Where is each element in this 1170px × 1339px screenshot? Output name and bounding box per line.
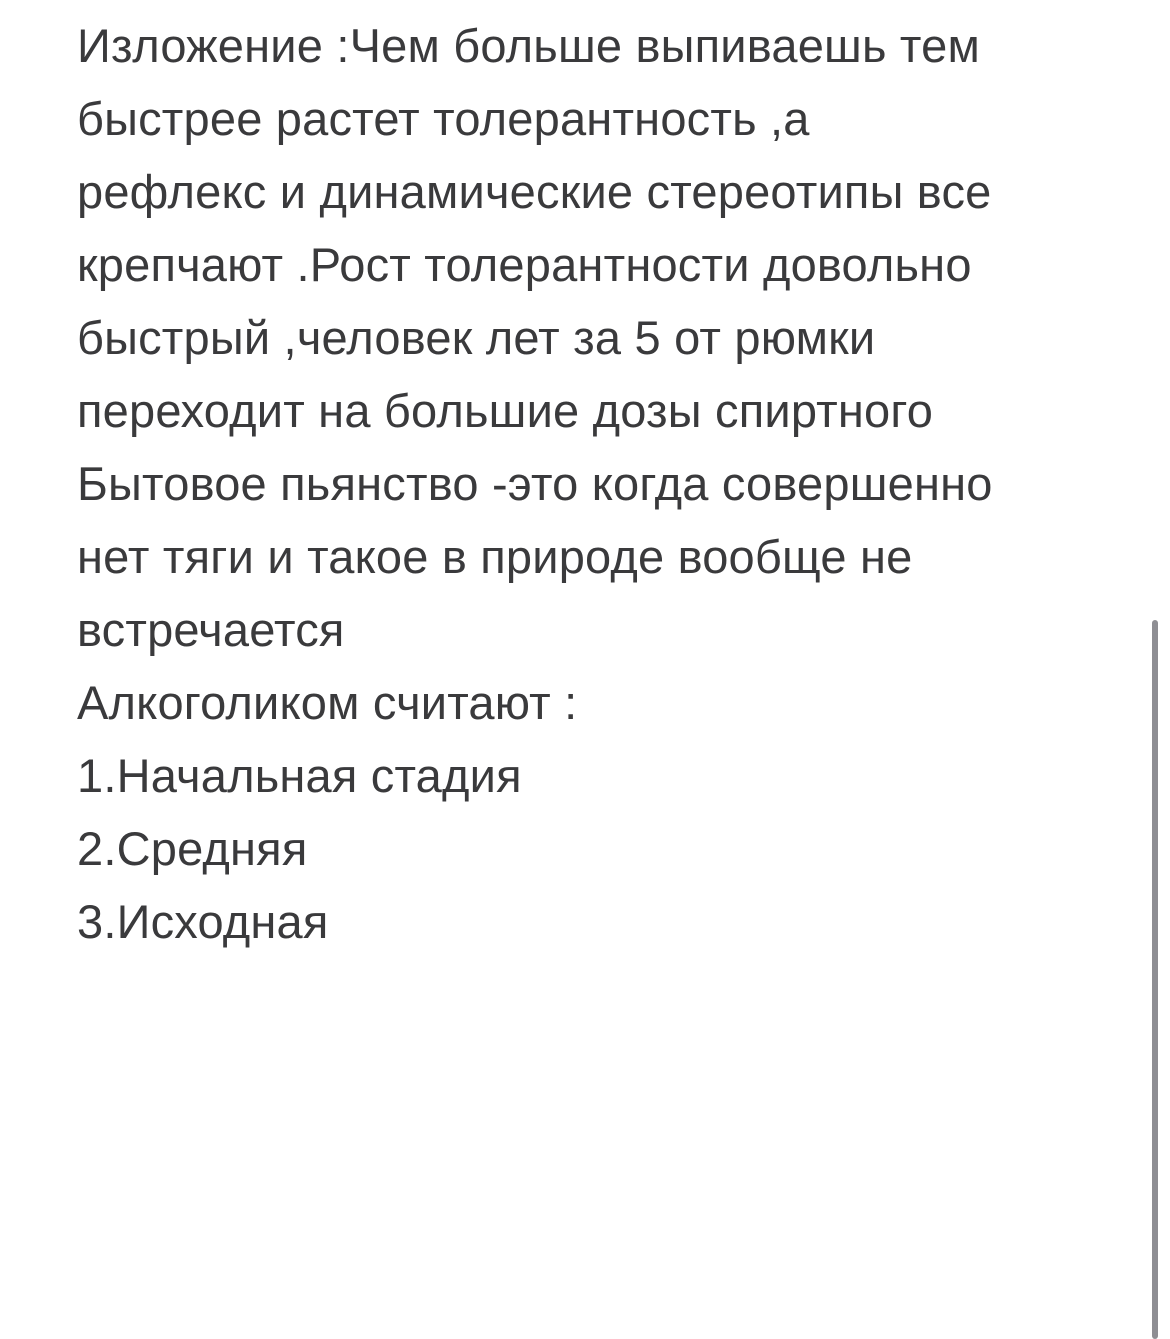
note-line: переходит на большие дозы спиртного	[77, 384, 934, 437]
note-line: рефлекс и динамические стереотипы все	[77, 165, 992, 218]
note-line: быстрее растет толерантность ,а	[77, 92, 810, 145]
note-line: Изложение :Чем больше выпиваешь тем	[77, 19, 980, 72]
note-list-item: 1.Начальная стадия	[77, 749, 522, 802]
note-text-area[interactable]	[77, 0, 1117, 958]
note-line: крепчают .Рост толерантности довольно	[77, 238, 972, 291]
note-partial-line	[77, 0, 1117, 9]
note-line: встречается	[77, 603, 345, 656]
note-line: Бытовое пьянство -это когда совершенно	[77, 457, 993, 510]
note-list-item: 2.Средняя	[77, 822, 308, 875]
note-line: Алкоголиком считают :	[77, 676, 578, 729]
note-line: нет тяги и такое в природе вообще не	[77, 530, 913, 583]
note-list-item: 3.Исходная	[77, 895, 329, 948]
vertical-scrollbar[interactable]	[1152, 620, 1158, 1339]
note-line: быстрый ,человек лет за 5 от рюмки	[77, 311, 876, 364]
